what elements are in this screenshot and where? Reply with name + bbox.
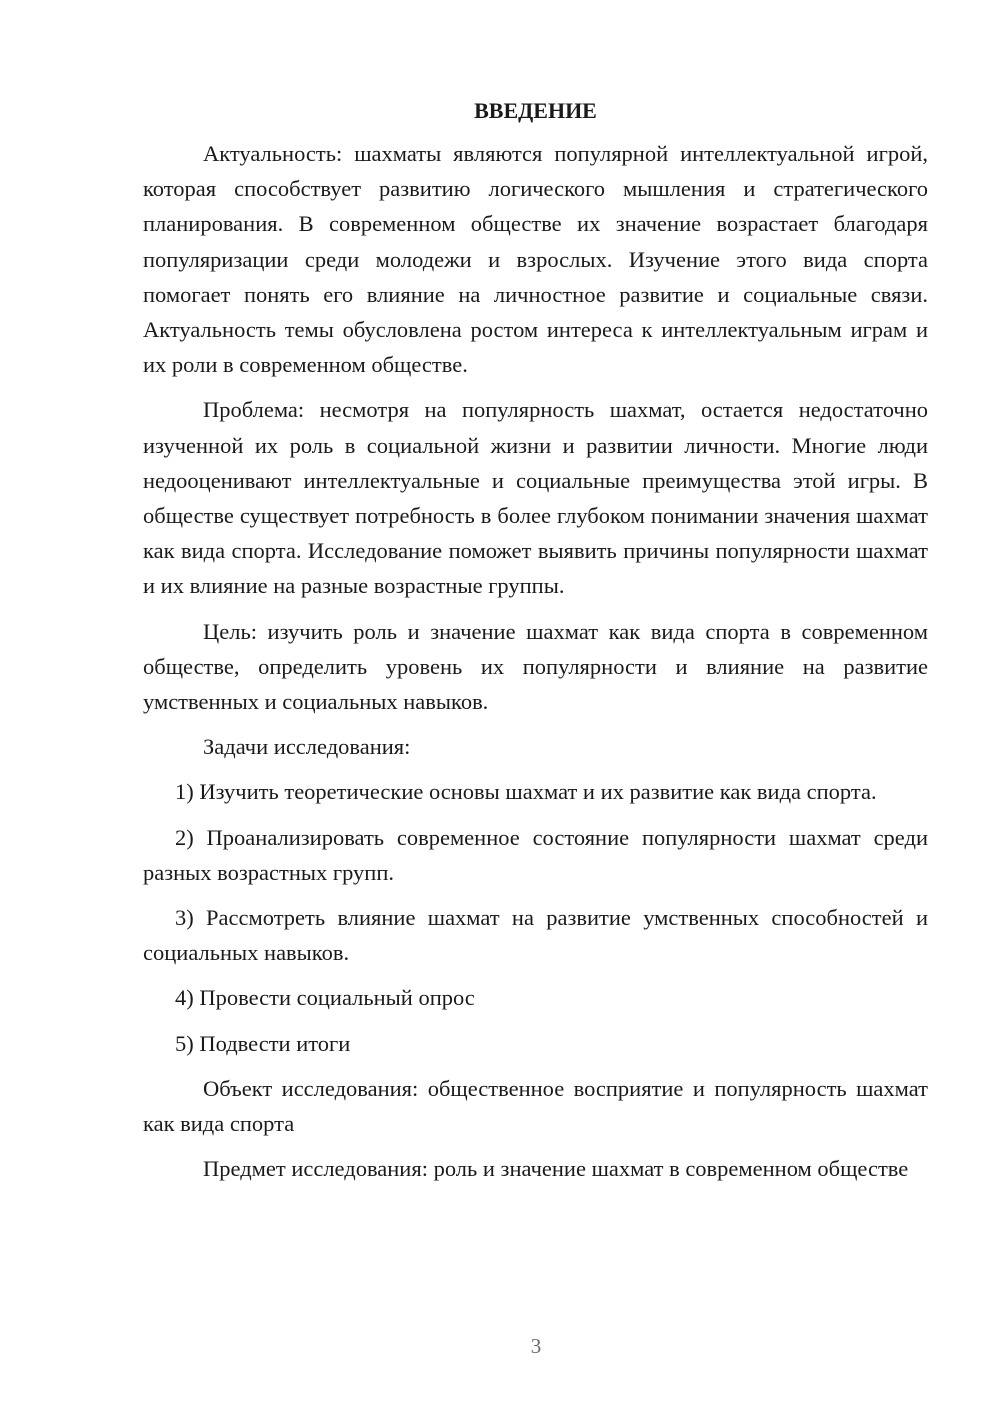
subject-paragraph: Предмет исследования: роль и значение шахмат в современном обществе [203,1156,909,1182]
object-paragraph: Объект исследования: общественное восприятие и популярность шахмат как вида спорта [143,1075,928,1137]
task-item: 5) Подвести итоги [175,1030,351,1056]
goal-paragraph: Цель: изучить роль и значение шахмат как вида спорта в современном обществе, определить уровень их популярности и влияние на развитие умственных и социальных навыков. [143,618,928,715]
page-number: 3 [530,1334,542,1358]
task-item: 1) Изучить теоретические основы шахмат и их развитие как вида спорта. [175,779,877,805]
task-item: 4) Провести социальный опрос [175,985,475,1011]
document-heading: ВВЕДЕНИЕ [474,98,597,123]
tasks-title: Задачи исследования: [203,734,411,760]
task-item: 3) Рассмотреть влияние шахмат на развитие умственных способностей и социальных навыков. [143,905,928,966]
problem-paragraph: Проблема: несмотря на популярность шахмат, остается недостаточно изученной их роль в социальной жизни и развитии личности. Многие люди недооценивают интеллектуальные и социальные преимущества этой игры. В обществе существует потребность в более глубоком понимании значения шахмат как вида спорта. Исследование поможет выявить причины популярности шахмат и их влияние на разные возрастные группы. [143,397,928,599]
task-item: 2) Проанализировать современное состояние популярности шахмат среди разных возрастных групп. [143,824,928,885]
relevance-paragraph: Актуальность: шахматы являются популярной интеллектуальной игрой, которая способствует развитию логического мышления и стратегического планирования. В современном обществе их значение возрастает благодаря популяризации среди молодежи и взрослых. Изучение этого вида спорта помогает понять его влияние на личностное развитие и социальные связи. Актуальность темы обусловлена ростом интереса к интеллектуальным играм и их роли в современном обществе. [143,141,928,378]
document-page [143,96,928,1196]
